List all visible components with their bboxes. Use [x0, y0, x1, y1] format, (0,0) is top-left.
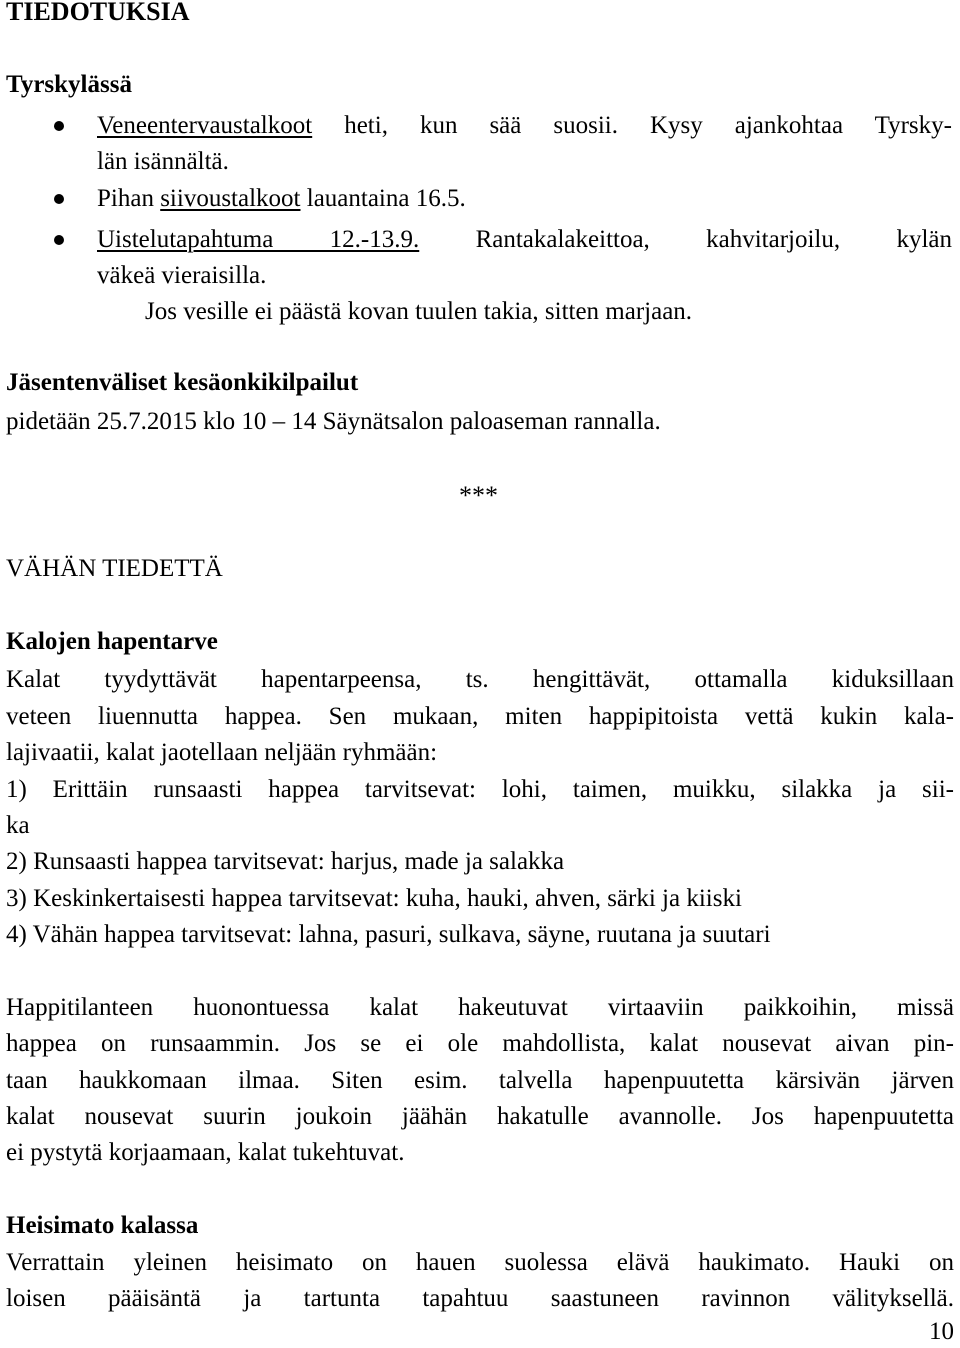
- list-item-link: Uistelutapahtuma 12.-13.9.: [97, 226, 420, 253]
- vahan-title: VÄHÄN TIEDETTÄ: [6, 555, 223, 582]
- list-item-line: [97, 222, 952, 258]
- text-line: 4) Vähän happea tarvitsevat: lahna, pasuri, sulkava, säyne, ruutana ja suutari: [6, 921, 771, 948]
- text-line: happea on runsaammin. Jos se ei ole mahdollista, kalat nousevat aivan pin-: [6, 1030, 954, 1057]
- list-item-line2: län isännältä.: [97, 148, 229, 175]
- list-item-text: Rantakalakeittoa, kahvitarjoilu, kylän: [419, 226, 952, 253]
- parasite-heading: Heisimato kalassa: [6, 1212, 199, 1239]
- text-line: 3) Keskinkertaisesti happea tarvitsevat: kuha, hauki, ahven, särki ja kiiski: [6, 885, 742, 912]
- competition-heading: Jäsentenväliset kesäonkikilpailut: [6, 369, 359, 396]
- oxygen-heading: Kalojen hapentarve: [6, 628, 218, 655]
- text-line: ei pystytä korjaamaan, kalat tukehtuvat.: [6, 1139, 405, 1166]
- text-line: ka: [6, 812, 30, 839]
- separator: ***: [459, 481, 498, 510]
- tyrskyla-heading: Tyrskylässä: [6, 71, 132, 98]
- text-line: 1) Erittäin runsaasti happea tarvitsevat: lohi, taimen, muikku, silakka ja sii-: [6, 776, 954, 803]
- text-line: taan haukkomaan ilmaa. Siten esim. talvella hapenpuutetta kärsivän järven: [6, 1067, 954, 1094]
- competition-text: pidetään 25.7.2015 klo 10 – 14 Säynätsalon paloaseman rannalla.: [6, 408, 661, 435]
- list-item-text: Pihan: [97, 185, 161, 212]
- list-item-line2: väkeä vieraisilla.: [97, 262, 267, 289]
- list-item-link: Veneentervaustalkoot: [97, 112, 313, 139]
- list-item-link: siivoustalkoot: [160, 185, 301, 212]
- bullet-icon: [54, 194, 64, 204]
- text-line: Happitilanteen huonontuessa kalat hakeutuvat virtaaviin paikkoihin, missä: [6, 994, 954, 1021]
- bullet-icon: [54, 121, 64, 131]
- list-item-line3: Jos vesille ei päästä kovan tuulen takia, sitten marjaan.: [145, 298, 693, 325]
- page-number: 10: [929, 1318, 954, 1345]
- text-line: veteen liuennutta happea. Sen mukaan, miten happipitoista vettä kukin kala-: [6, 703, 954, 730]
- text-line: Verrattain yleinen heisimato on hauen suolessa elävä haukimato. Hauki on: [6, 1249, 954, 1276]
- text-line: 2) Runsaasti happea tarvitsevat: harjus, made ja salakka: [6, 848, 565, 875]
- text-line: lajivaatii, kalat jaotellaan neljään ryhmään:: [6, 739, 438, 766]
- list-item: [97, 222, 952, 330]
- list-item-line: [97, 108, 952, 144]
- list-item: [97, 108, 952, 180]
- list-item-text: lauantaina 16.5.: [300, 185, 466, 212]
- text-line: Kalat tyydyttävät hapentarpeensa, ts. hengittävät, ottamalla kiduksillaan: [6, 666, 954, 693]
- text-line: kalat nousevat suurin joukoin jäähän hakatulle avannolle. Jos hapenpuutetta: [6, 1103, 954, 1130]
- section-title: TIEDOTUKSIA: [6, 0, 190, 26]
- text-line: loisen pääisäntä ja tartunta tapahtuu saastuneen ravinnon välityksellä.: [6, 1285, 954, 1312]
- list-item: [97, 181, 952, 217]
- bullet-icon: [54, 235, 64, 245]
- list-item-text: heti, kun sää suosii. Kysy ajankohtaa Tyrsky-: [312, 112, 952, 139]
